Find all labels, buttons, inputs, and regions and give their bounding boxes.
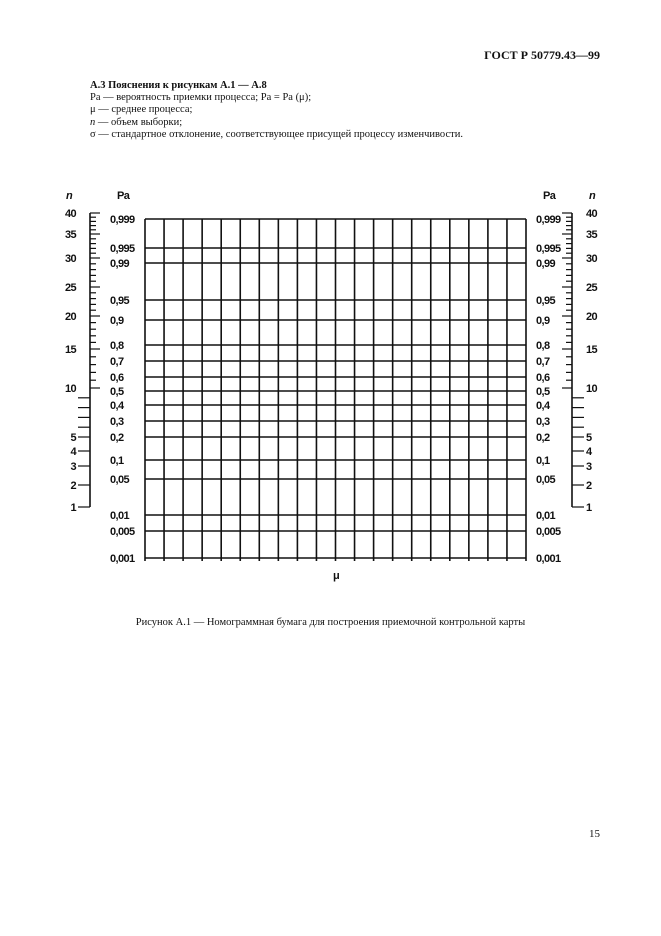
- n-tick-label-right: 10: [586, 383, 598, 395]
- note-symbol: μ: [90, 104, 96, 116]
- pa-tick-label-left: 0,99: [110, 258, 130, 270]
- n-tick-label-right: 4: [586, 446, 592, 458]
- pa-tick-label-right: 0,05: [536, 474, 556, 486]
- pa-tick-label-left: 0,95: [110, 295, 130, 307]
- pa-tick-label-left: 0,995: [110, 243, 135, 255]
- n-tick-label-right: 30: [586, 253, 598, 265]
- pa-tick-label-right: 0,001: [536, 553, 561, 565]
- n-tick-label-left: 30: [64, 253, 76, 265]
- pa-tick-label-right: 0,3: [536, 416, 550, 428]
- pa-tick-label-left: 0,8: [110, 340, 124, 352]
- pa-tick-label-right: 0,8: [536, 340, 550, 352]
- pa-tick-label-right: 0,9: [536, 315, 550, 327]
- n-tick-label-left: 1: [70, 502, 76, 514]
- pa-tick-label-left: 0,001: [110, 553, 135, 565]
- pa-tick-label-left: 0,7: [110, 356, 124, 368]
- n-tick-label-left: 10: [64, 383, 76, 395]
- n-axis-title-right: n: [589, 190, 596, 202]
- figure-caption: Рисунок А.1 — Номограммная бумага для построения приемочной контрольной карты: [135, 617, 526, 628]
- pa-axis-title-right: Pa: [543, 190, 556, 202]
- n-tick-label-right: 40: [586, 208, 598, 220]
- pa-tick-label-left: 0,999: [110, 214, 135, 226]
- pa-tick-label-left: 0,6: [110, 372, 124, 384]
- note-symbol: σ: [90, 128, 96, 140]
- pa-axis-title-left: Pa: [117, 190, 130, 202]
- pa-tick-label-right: 0,4: [536, 400, 550, 412]
- pa-tick-label-left: 0,05: [110, 474, 130, 486]
- pa-tick-label-left: 0,01: [110, 510, 130, 522]
- document-code: ГОСТ Р 50779.43—99: [484, 48, 600, 62]
- note-symbol: n: [90, 116, 96, 128]
- note-text: — стандартное отклонение, соответствующее присущей процессу изменчивости.: [95, 128, 463, 140]
- pa-tick-label-right: 0,005: [536, 526, 561, 538]
- n-tick-label-left: 25: [64, 282, 76, 294]
- notes-title: А.3 Пояснения к рисункам А.1 — А.8: [90, 80, 267, 91]
- note-text: — объем выборки;: [95, 116, 183, 128]
- n-tick-label-left: 3: [70, 461, 76, 473]
- pa-tick-label-right: 0,5: [536, 386, 550, 398]
- n-tick-label-right: 20: [586, 311, 598, 323]
- pa-tick-label-right: 0,1: [536, 455, 550, 467]
- pa-tick-label-right: 0,995: [536, 243, 561, 255]
- pa-tick-label-left: 0,3: [110, 416, 124, 428]
- n-tick-label-right: 3: [586, 461, 592, 473]
- pa-tick-label-left: 0,4: [110, 400, 124, 412]
- n-tick-label-left: 15: [64, 344, 76, 356]
- n-tick-label-right: 1: [586, 502, 592, 514]
- mu-axis-label: μ: [333, 570, 340, 582]
- n-tick-label-left: 2: [70, 480, 76, 492]
- pa-tick-label-left: 0,9: [110, 315, 124, 327]
- n-tick-label-right: 15: [586, 344, 598, 356]
- pa-tick-label-left: 0,005: [110, 526, 135, 538]
- n-tick-label-left: 20: [64, 311, 76, 323]
- pa-tick-label-left: 0,5: [110, 386, 124, 398]
- pa-tick-label-right: 0,95: [536, 295, 556, 307]
- n-tick-label-left: 35: [64, 229, 76, 241]
- n-scales: [78, 213, 584, 507]
- pa-tick-label-left: 0,2: [110, 432, 124, 444]
- n-tick-label-left: 40: [64, 208, 76, 220]
- n-tick-label-left: 5: [70, 432, 76, 444]
- n-tick-label-right: 2: [586, 480, 592, 492]
- pa-tick-label-right: 0,2: [536, 432, 550, 444]
- note-text: — вероятность приемки процесса; Pa = Pa (μ);: [100, 92, 312, 104]
- n-axis-title-left: n: [66, 190, 73, 202]
- pa-tick-label-right: 0,01: [536, 510, 556, 522]
- pa-tick-label-right: 0,999: [536, 214, 561, 226]
- note-symbol: Pa: [90, 92, 101, 104]
- nomogram-grid: [145, 219, 526, 561]
- pa-tick-label-left: 0,1: [110, 455, 124, 467]
- pa-tick-label-right: 0,99: [536, 258, 556, 270]
- n-tick-label-right: 25: [586, 282, 598, 294]
- n-tick-label-right: 5: [586, 432, 592, 444]
- note-text: — среднее процесса;: [95, 104, 193, 116]
- n-tick-label-left: 4: [70, 446, 76, 458]
- n-tick-label-right: 35: [586, 229, 598, 241]
- pa-tick-label-right: 0,6: [536, 372, 550, 384]
- pa-tick-label-right: 0,7: [536, 356, 550, 368]
- page-number: 15: [589, 828, 600, 840]
